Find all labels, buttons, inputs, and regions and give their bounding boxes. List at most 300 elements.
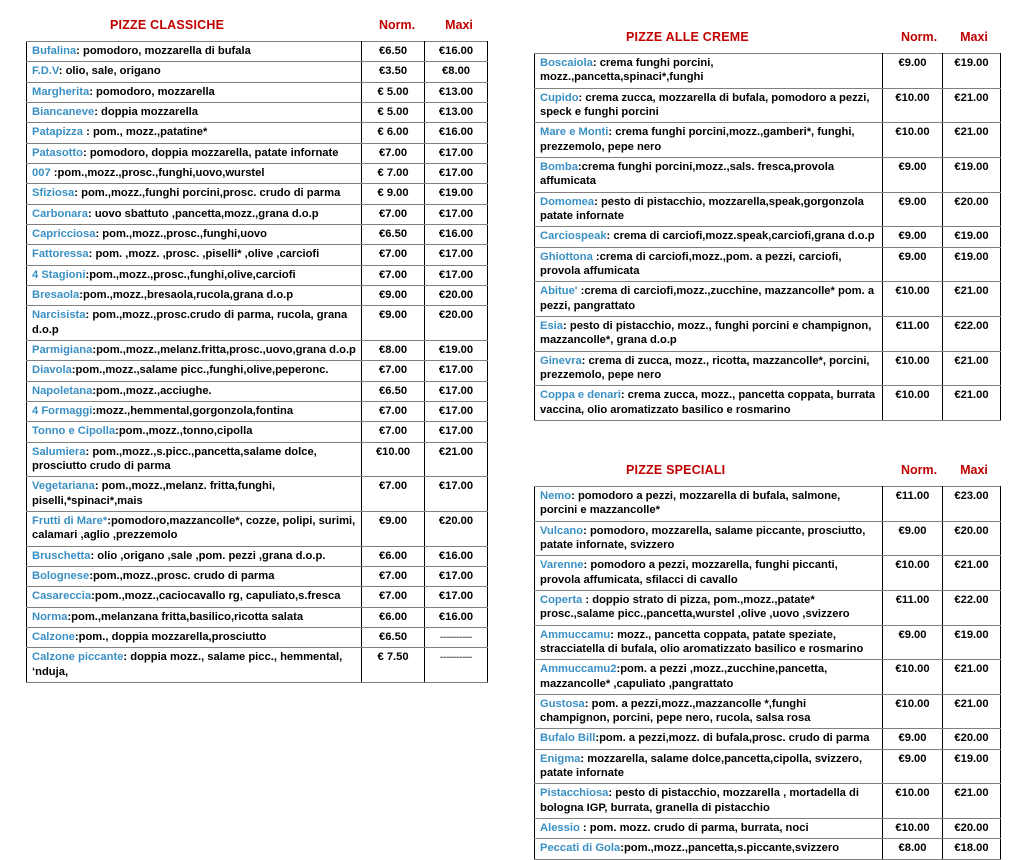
menu-item-price-maxi: €23.00 <box>943 486 1001 521</box>
menu-item-description-cell <box>27 184 362 204</box>
menu-item-ingredients: pom.,mozz.,tonno,cipolla <box>118 425 253 438</box>
menu-item-price-maxi: €20.00 <box>425 511 488 546</box>
menu-item-separator: : <box>90 549 98 562</box>
menu-item-price-norm: €8.00 <box>362 340 425 360</box>
menu-item-name: 007 <box>32 166 51 179</box>
menu-item-price-maxi: €17.00 <box>425 566 488 586</box>
menu-item-ingredients: pom.,mozz.,prosc.,funghi,olive,carciofi <box>89 268 296 281</box>
menu-item-description-cell <box>27 477 362 512</box>
menu-item-description-cell <box>27 546 362 566</box>
column-header-norm: Norm. <box>900 30 938 44</box>
menu-item-description-cell <box>27 163 362 183</box>
menu-item-price-norm: €6.50 <box>362 627 425 647</box>
menu-item-price-maxi: €16.00 <box>425 546 488 566</box>
menu-item-price-maxi: €21.00 <box>943 694 1001 729</box>
menu-item-separator: : <box>89 569 93 582</box>
menu-item-name: Diavola <box>32 364 72 377</box>
menu-item-ingredients: crema funghi porcini,mozz.,sals. fresca,provola affumicata <box>540 160 835 188</box>
menu-item-description-cell <box>27 245 362 265</box>
menu-item-ingredients: pesto di pistacchio, mozz., funghi porcini e champignon, mazzancolle*, grana d.o.p <box>540 319 872 347</box>
menu-item-separator: : <box>85 268 90 281</box>
menu-item-name: Alessio <box>540 822 580 835</box>
menu-item-separator: : <box>115 425 119 438</box>
menu-item-price-norm: €10.00 <box>883 784 943 819</box>
table-pizze-alle-creme <box>534 53 1001 421</box>
menu-item-separator: : <box>85 445 93 458</box>
price-column-headers-speciali <box>892 463 1000 477</box>
menu-item-price-norm: €9.00 <box>883 625 943 660</box>
menu-item-price-maxi: €16.00 <box>425 607 488 627</box>
menu-item-price-norm: € 7.00 <box>362 163 425 183</box>
menu-item-separator: : <box>620 389 628 402</box>
menu-row <box>27 245 488 265</box>
menu-item-separator: : <box>107 514 111 527</box>
menu-item-price-maxi: €21.00 <box>943 386 1001 421</box>
menu-item-price-maxi: €22.00 <box>943 590 1001 625</box>
menu-item-description-cell <box>27 102 362 122</box>
menu-item-name: Cupido <box>540 91 579 104</box>
menu-item-ingredients: pom. a pezzi ,mozz.,zucchine,pancetta, mazzancolle* ,capuliato ,pangrattato <box>540 663 828 690</box>
menu-item-price-norm: €10.00 <box>883 556 943 591</box>
menu-item-price-norm: €10.00 <box>883 819 943 839</box>
menu-item-price-maxi: €17.00 <box>425 381 488 401</box>
menu-item-separator: : <box>579 822 590 835</box>
menu-item-name: Peccati di Gola <box>540 842 621 855</box>
menu-item-separator: : <box>610 628 618 641</box>
menu-item-price-maxi <box>425 648 488 683</box>
menu-row <box>27 62 488 82</box>
menu-item-name: Bresaola <box>32 288 80 301</box>
menu-item-separator: : <box>74 630 79 643</box>
menu-item-price-maxi: €21.00 <box>425 442 488 477</box>
menu-item-separator: : <box>91 590 95 603</box>
menu-item-name: Calzone piccante <box>32 651 124 664</box>
section-title-pizze-alle-creme: PIZZE ALLE CREME <box>626 30 749 44</box>
menu-item-name: Capricciosa <box>32 227 96 240</box>
menu-item-separator: : <box>577 285 585 298</box>
menu-item-name: Gustosa <box>540 697 585 710</box>
menu-item-separator: : <box>76 45 83 57</box>
menu-item-description-cell <box>535 839 883 859</box>
menu-item-ingredients: crema di zucca, mozz., ricotta, mazzancolle*, porcini, prezzemolo, pepe nero <box>540 354 870 381</box>
menu-item-ingredients: pom.,mozz.,bresaola,rucola,grana d.o.p <box>83 288 294 301</box>
menu-item-price-maxi: €19.00 <box>943 157 1001 192</box>
menu-item-name: Margherita <box>32 85 90 98</box>
price-column-headers-classiche <box>368 18 488 32</box>
menu-item-price-maxi: €19.00 <box>943 227 1001 247</box>
menu-item-separator: : <box>79 288 83 301</box>
menu-item-ingredients: mozz.,hemmental,gorgonzola,fontina <box>96 404 294 417</box>
menu-item-ingredients: crema di carciofi,mozz.speak,carciofi,grana d.o.p <box>613 230 875 243</box>
menu-item-description-cell <box>535 88 883 123</box>
menu-row <box>27 566 488 586</box>
menu-item-ingredients: pomodoro, mozzarella, salame piccante, prosciutto, patate infornate, svizzero <box>540 524 866 551</box>
menu-item-price-maxi: €21.00 <box>943 88 1001 123</box>
menu-row <box>27 477 488 512</box>
menu-item-price-maxi: €16.00 <box>425 123 488 143</box>
menu-row <box>27 381 488 401</box>
menu-item-price-maxi: €21.00 <box>943 784 1001 819</box>
menu-row <box>535 784 1001 819</box>
price-not-available-dashes: ---------- <box>439 651 473 664</box>
menu-item-ingredients: pom.,mozz.,prosc.,funghi,uovo <box>102 227 267 240</box>
menu-item-description-cell <box>535 282 883 317</box>
menu-row <box>27 42 488 62</box>
column-header-norm: Norm. <box>900 462 938 477</box>
menu-item-price-norm: €9.00 <box>883 729 943 749</box>
menu-item-name: Boscaiola <box>540 57 593 69</box>
menu-row <box>27 265 488 285</box>
menu-item-ingredients: pesto di pistacchio, mozzarella , mortadella di bologna IGP, burrata, granella di pistacchio <box>540 787 859 814</box>
menu-item-separator: : <box>87 207 95 220</box>
menu-item-price-maxi: €19.00 <box>425 340 488 360</box>
menu-item-price-norm: €7.00 <box>362 477 425 512</box>
menu-item-price-norm: €11.00 <box>883 316 943 351</box>
menu-item-ingredients: pom.,mozz.,caciocavallo rg, capuliato,s.fresca <box>94 590 341 603</box>
menu-item-description-cell <box>535 660 883 695</box>
menu-item-separator: : <box>92 404 97 417</box>
menu-item-separator: : <box>608 787 616 800</box>
menu-item-separator: : <box>592 250 600 263</box>
menu-item-price-norm: €9.00 <box>362 306 425 341</box>
menu-item-separator: : <box>581 354 589 367</box>
menu-item-separator: : <box>620 842 624 855</box>
menu-item-description-cell <box>535 694 883 729</box>
menu-item-name: Frutti di Mare* <box>32 514 108 527</box>
menu-row <box>535 729 1001 749</box>
menu-item-ingredients: pomodoro, doppia mozzarella, patate infornate <box>89 146 339 159</box>
menu-item-name: 4 Formaggi <box>32 404 93 417</box>
table-body-pizze-alle-creme <box>535 54 1001 421</box>
menu-item-description-cell <box>27 306 362 341</box>
menu-item-price-norm: €10.00 <box>883 88 943 123</box>
menu-item-price-norm: €6.50 <box>362 224 425 244</box>
menu-item-separator: : <box>616 663 621 676</box>
menu-item-ingredients: doppio strato di pizza, pom.,mozz.,patate* prosc.,salame picc.,pancetta,wurstel ,olive ,uovo ,svizzero <box>540 593 850 621</box>
menu-item-price-maxi: €16.00 <box>425 42 488 62</box>
menu-item-name: Pistacchiosa <box>540 787 609 800</box>
menu-item-price-norm: €11.00 <box>883 590 943 625</box>
menu-row <box>27 82 488 102</box>
menu-item-separator: : <box>95 227 103 240</box>
menu-item-price-norm: €9.00 <box>883 521 943 556</box>
menu-item-ingredients: pomodoro a pezzi, mozzarella, funghi piccanti, provola affumicata, sfilacci di cavallo <box>540 559 838 586</box>
menu-item-price-norm: €7.00 <box>362 143 425 163</box>
menu-row <box>535 625 1001 660</box>
menu-item-separator: : <box>88 248 96 261</box>
menu-row <box>27 401 488 421</box>
menu-item-description-cell <box>27 607 362 627</box>
menu-row <box>535 556 1001 591</box>
column-header-norm: Norm. <box>378 18 416 32</box>
menu-item-separator: : <box>584 697 592 710</box>
menu-row <box>535 839 1001 859</box>
menu-item-separator: : <box>580 752 588 765</box>
menu-item-description-cell <box>27 511 362 546</box>
menu-item-name: Patasotto <box>32 146 83 159</box>
menu-item-name: Tonno e Cipolla <box>32 425 116 438</box>
menu-item-ingredients: pom. mozz. crudo di parma, burrata, noci <box>589 822 809 835</box>
menu-item-separator: : <box>563 319 570 332</box>
menu-item-description-cell <box>535 729 883 749</box>
menu-item-ingredients: mozzarella, salame dolce,pancetta,cipolla, svizzero, patate infornate <box>540 752 863 780</box>
menu-item-name: Norma <box>32 610 68 623</box>
section-header-pizze-classiche <box>26 12 488 32</box>
menu-item-description-cell <box>535 123 883 158</box>
menu-item-description-cell <box>535 227 883 247</box>
table-body-pizze-classiche <box>27 42 488 683</box>
menu-item-name: Fattoressa <box>32 248 89 261</box>
menu-item-name: 4 Stagioni <box>32 268 86 281</box>
menu-item-name: Parmigiana <box>32 343 93 356</box>
menu-item-price-maxi: €21.00 <box>943 556 1001 591</box>
menu-item-price-maxi: €13.00 <box>425 102 488 122</box>
menu-row <box>27 163 488 183</box>
menu-item-price-norm: €10.00 <box>362 442 425 477</box>
menu-item-price-maxi: €21.00 <box>943 351 1001 386</box>
menu-item-ingredients: crema funghi porcini, mozz.,pancetta,spinaci*,funghi <box>540 57 714 84</box>
menu-item-price-norm: € 6.00 <box>362 123 425 143</box>
menu-item-description-cell <box>27 627 362 647</box>
menu-row <box>27 123 488 143</box>
menu-item-price-norm: €6.50 <box>362 42 425 62</box>
menu-row <box>535 660 1001 695</box>
menu-item-separator: : <box>58 65 66 78</box>
menu-row <box>27 143 488 163</box>
menu-item-price-norm: €10.00 <box>883 386 943 421</box>
menu-row <box>27 511 488 546</box>
menu-item-ingredients: pom.,mozz.,funghi porcini,prosc. crudo di parma <box>81 187 341 200</box>
price-not-available-dashes: ---------- <box>439 630 473 643</box>
menu-row <box>535 227 1001 247</box>
menu-item-description-cell <box>27 442 362 477</box>
menu-item-price-maxi: €17.00 <box>425 401 488 421</box>
column-header-maxi: Maxi <box>960 30 988 44</box>
menu-item-price-maxi: €19.00 <box>943 749 1001 784</box>
menu-item-description-cell <box>535 386 883 421</box>
menu-row <box>535 521 1001 556</box>
table-pizze-speciali <box>534 486 1001 860</box>
menu-item-ingredients: olio, sale, origano <box>65 65 161 78</box>
menu-item-price-maxi: €21.00 <box>943 282 1001 317</box>
menu-item-ingredients: pesto di pistacchio, mozzarella,speak,gorgonzola patate infornate <box>540 195 864 222</box>
menu-item-ingredients: crema di carciofi,mozz.,pom. a pezzi, carciofi, provola affumicata <box>540 250 842 277</box>
menu-item-description-cell <box>535 351 883 386</box>
menu-item-name: Ammuccamu2 <box>540 663 617 676</box>
menu-item-separator: : <box>577 160 582 173</box>
menu-item-name: Carciospeak <box>540 230 607 243</box>
menu-item-price-maxi: €18.00 <box>943 839 1001 859</box>
menu-item-description-cell <box>27 285 362 305</box>
menu-item-price-maxi: €20.00 <box>943 521 1001 556</box>
menu-item-description-cell <box>535 192 883 227</box>
menu-item-price-norm: €10.00 <box>883 282 943 317</box>
menu-item-separator: : <box>123 651 131 664</box>
menu-item-price-maxi: €16.00 <box>425 224 488 244</box>
menu-item-name: Patapizza <box>32 126 83 139</box>
menu-item-price-maxi: €20.00 <box>425 306 488 341</box>
menu-row <box>535 54 1001 89</box>
menu-item-description-cell <box>27 422 362 442</box>
menu-item-name: Esia <box>540 319 564 332</box>
menu-item-price-maxi <box>425 627 488 647</box>
menu-item-name: F.D.V <box>32 65 59 78</box>
menu-item-separator: : <box>94 480 102 493</box>
menu-item-name: Vegetariana <box>32 480 95 493</box>
menu-item-description-cell <box>535 590 883 625</box>
menu-item-name: Varenne <box>540 559 584 572</box>
menu-item-separator: : <box>92 343 97 356</box>
menu-item-ingredients: pom.,mozz.,prosc. crudo di parma <box>92 569 275 582</box>
menu-item-name: Casareccia <box>32 590 92 603</box>
menu-item-price-maxi: €17.00 <box>425 143 488 163</box>
menu-item-price-maxi: €17.00 <box>425 477 488 512</box>
column-header-maxi: Maxi <box>960 462 988 477</box>
menu-item-price-norm: €7.00 <box>362 566 425 586</box>
menu-row <box>535 247 1001 282</box>
menu-row <box>27 361 488 381</box>
menu-item-ingredients: pom., doppia mozzarella,prosciutto <box>78 630 267 643</box>
menu-row <box>27 102 488 122</box>
menu-row <box>535 192 1001 227</box>
menu-item-ingredients: pom.,mozz.,prosc.crudo di parma, rucola, grana d.o.p <box>32 309 348 336</box>
menu-item-ingredients: crema funghi porcini,mozz.,gamberi*, funghi, prezzemolo, pepe nero <box>540 126 855 153</box>
menu-item-ingredients: pomodoro, mozzarella di bufala <box>82 45 251 57</box>
menu-item-name: Ginevra <box>540 354 582 367</box>
menu-item-price-norm: €10.00 <box>883 123 943 158</box>
menu-item-price-norm: € 5.00 <box>362 82 425 102</box>
menu-item-ingredients: olio ,origano ,sale ,pom. pezzi ,grana d.o.p. <box>97 549 326 562</box>
menu-item-price-maxi: €19.00 <box>425 184 488 204</box>
menu-item-name: Ghiottona <box>540 250 593 263</box>
menu-item-separator: : <box>592 57 600 69</box>
menu-item-price-maxi: €21.00 <box>943 123 1001 158</box>
menu-row <box>27 306 488 341</box>
menu-item-separator: : <box>82 146 90 159</box>
menu-item-price-norm: €7.00 <box>362 265 425 285</box>
menu-item-price-maxi: €17.00 <box>425 587 488 607</box>
menu-item-separator: : <box>50 166 58 179</box>
right-column <box>512 0 1024 855</box>
menu-item-separator: : <box>594 195 601 208</box>
menu-item-price-norm: €9.00 <box>362 285 425 305</box>
menu-item-ingredients: pom.,melanzana fritta,basilico,ricotta salata <box>71 610 304 623</box>
menu-item-name: Bufalina <box>32 45 77 57</box>
menu-item-name: Napoletana <box>32 384 93 397</box>
menu-item-separator: : <box>92 384 97 397</box>
menu-item-ingredients: mozz., pancetta coppata, patate speziate, stracciatella di bufala, olio aromatizzato basilico e rosmarino <box>540 628 864 655</box>
menu-item-description-cell <box>27 340 362 360</box>
menu-item-separator: : <box>74 187 82 200</box>
menu-item-name: Calzone <box>32 630 75 643</box>
menu-item-price-maxi: €20.00 <box>943 729 1001 749</box>
menu-item-description-cell <box>27 42 362 62</box>
menu-row <box>27 340 488 360</box>
menu-item-name: Bomba <box>540 160 578 173</box>
menu-item-description-cell <box>27 566 362 586</box>
menu-item-description-cell <box>27 123 362 143</box>
menu-item-description-cell <box>27 204 362 224</box>
menu-item-price-norm: €9.00 <box>883 157 943 192</box>
menu-item-ingredients: pom.,mozz.,acciughe. <box>96 384 212 397</box>
menu-item-price-norm: € 9.00 <box>362 184 425 204</box>
menu-item-price-norm: €10.00 <box>883 660 943 695</box>
menu-item-ingredients: pom.,mozz.,melanz. fritta,funghi, piselli,*spinaci*,mais <box>32 480 276 507</box>
menu-item-price-norm: € 5.00 <box>362 102 425 122</box>
menu-item-price-maxi: €17.00 <box>425 163 488 183</box>
menu-item-ingredients: crema zucca, mozzarella di bufala, pomodoro a pezzi, speck e funghi porcini <box>540 91 870 118</box>
menu-item-price-norm: €11.00 <box>883 486 943 521</box>
menu-item-price-maxi: €20.00 <box>943 192 1001 227</box>
menu-item-price-maxi: €19.00 <box>943 625 1001 660</box>
menu-row <box>535 590 1001 625</box>
menu-row <box>27 627 488 647</box>
menu-item-name: Salumiera <box>32 445 86 458</box>
menu-item-separator: : <box>595 732 600 745</box>
menu-item-name: Carbonara <box>32 207 88 220</box>
menu-item-separator: : <box>71 364 76 377</box>
menu-item-price-maxi: €22.00 <box>943 316 1001 351</box>
menu-item-name: Nemo <box>540 489 572 502</box>
menu-item-price-maxi: €20.00 <box>943 819 1001 839</box>
section-title-pizze-speciali: PIZZE SPECIALI <box>626 462 726 477</box>
menu-item-description-cell <box>27 381 362 401</box>
menu-row <box>27 587 488 607</box>
menu-item-name: Ammuccamu <box>540 628 611 641</box>
menu-item-description-cell <box>535 749 883 784</box>
menu-item-price-norm: €10.00 <box>883 351 943 386</box>
menu-row <box>27 607 488 627</box>
menu-item-price-norm: €7.00 <box>362 204 425 224</box>
menu-item-separator: : <box>583 524 590 537</box>
menu-item-description-cell <box>27 587 362 607</box>
menu-item-separator: : <box>94 105 102 118</box>
menu-item-name: Mare e Monti <box>540 126 609 139</box>
menu-item-price-maxi: €17.00 <box>425 361 488 381</box>
table-body-pizze-speciali <box>535 486 1001 859</box>
price-column-headers-creme <box>892 30 1000 44</box>
menu-item-price-norm: € 7.50 <box>362 648 425 683</box>
menu-item-description-cell <box>535 316 883 351</box>
menu-row <box>27 546 488 566</box>
menu-item-name: Abitue' <box>540 285 578 298</box>
menu-item-price-maxi: €17.00 <box>425 422 488 442</box>
menu-item-price-maxi: €17.00 <box>425 204 488 224</box>
menu-item-description-cell <box>535 157 883 192</box>
menu-item-description-cell <box>27 265 362 285</box>
menu-item-price-maxi: €20.00 <box>425 285 488 305</box>
menu-item-separator: : <box>608 126 616 139</box>
menu-item-separator: : <box>67 610 72 623</box>
menu-row <box>535 694 1001 729</box>
menu-item-name: Bruschetta <box>32 549 91 562</box>
menu-item-description-cell <box>27 82 362 102</box>
left-column <box>0 0 512 723</box>
menu-item-ingredients: pomodoro,mazzancolle*, cozze, polipi, surimi, calamari ,aglio ,prezzemolo <box>32 514 356 542</box>
menu-item-price-norm: €7.00 <box>362 401 425 421</box>
menu-item-price-norm: €7.00 <box>362 245 425 265</box>
menu-row <box>27 204 488 224</box>
menu-item-price-maxi: €8.00 <box>425 62 488 82</box>
menu-item-price-maxi: €13.00 <box>425 82 488 102</box>
menu-item-name: Bufalo Bill <box>540 732 596 745</box>
menu-item-price-norm: €9.00 <box>883 247 943 282</box>
menu-item-price-norm: €6.00 <box>362 546 425 566</box>
menu-item-description-cell <box>27 648 362 683</box>
menu-item-description-cell <box>27 224 362 244</box>
menu-row <box>27 648 488 683</box>
menu-item-description-cell <box>535 247 883 282</box>
